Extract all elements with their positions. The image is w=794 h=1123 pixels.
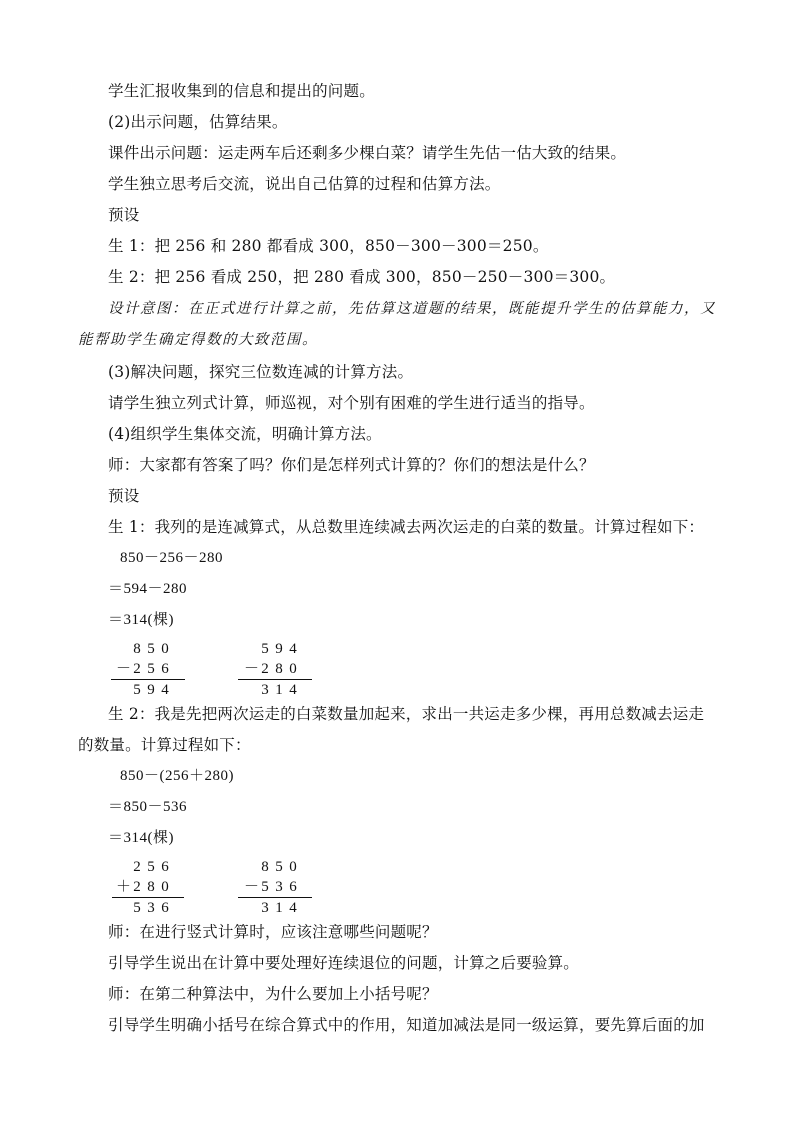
vertical-top-row [116, 859, 172, 875]
digit: 5 [133, 900, 141, 916]
operator: － [116, 661, 132, 677]
operator: － [244, 879, 260, 895]
digit: 9 [147, 682, 155, 698]
vertical-result-row [244, 682, 300, 698]
section-heading: (3)解决问题，探究三位数连减的计算方法。 [108, 363, 414, 381]
vertical-result-row [116, 682, 172, 698]
digit: 6 [289, 879, 297, 895]
digit: 5 [147, 661, 155, 677]
digit: 6 [161, 900, 169, 916]
digit: 9 [275, 641, 283, 657]
sum-line [238, 897, 312, 898]
digit: 4 [289, 682, 297, 698]
equation: ＝314(棵) [108, 612, 174, 628]
equation: ＝850－536 [108, 799, 188, 815]
digit: 3 [275, 879, 283, 895]
paragraph: 生 1：把 256 和 280 都看成 300，850－300－300＝250。 [108, 237, 549, 255]
digit: 8 [261, 859, 269, 875]
digit: 3 [261, 900, 269, 916]
digit: 5 [147, 641, 155, 657]
digit: 4 [289, 641, 297, 657]
equation: 850－(256＋280) [120, 768, 234, 784]
vertical-top-row [244, 859, 300, 875]
paragraph: 课件出示问题：运走两车后还剩多少棵白菜？请学生先估一估大致的结果。 [108, 144, 627, 162]
digit: 0 [161, 641, 169, 657]
vertical-top-row [244, 641, 300, 657]
digit: 5 [275, 859, 283, 875]
equation: 850－256－280 [120, 550, 224, 566]
paragraph: 学生汇报收集到的信息和提出的问题。 [108, 82, 375, 100]
digit: 5 [261, 641, 269, 657]
operator: ＋ [116, 879, 132, 895]
vertical-operand-row [116, 879, 172, 895]
label-preset: 预设 [108, 487, 140, 505]
digit: 4 [289, 900, 297, 916]
digit: 2 [133, 879, 141, 895]
digit: 2 [133, 859, 141, 875]
digit: 2 [133, 661, 141, 677]
vertical-result-row [116, 900, 172, 916]
digit: 1 [275, 682, 283, 698]
paragraph: 学生独立思考后交流，说出自己估算的过程和估算方法。 [108, 175, 501, 193]
digit: 0 [161, 879, 169, 895]
paragraph: 的数量。计算过程如下： [78, 736, 251, 754]
paragraph: 生 2：我是先把两次运走的白菜数量加起来，求出一共运走多少棵，再用总数减去运走 [108, 705, 705, 723]
paragraph: 师：在第二种算法中，为什么要加上小括号呢？ [108, 985, 438, 1003]
digit: 2 [261, 661, 269, 677]
paragraph: 师：大家都有答案了吗？你们是怎样列式计算的？你们的想法是什么？ [108, 456, 595, 474]
section-heading: (4)组织学生集体交流，明确计算方法。 [108, 425, 382, 443]
paragraph: 师：在进行竖式计算时，应该注意哪些问题呢？ [108, 923, 438, 941]
sum-line [111, 679, 185, 680]
vertical-top-row [116, 641, 172, 657]
paragraph: 生 1：我列的是连减算式，从总数里连续减去两次运走的白菜的数量。计算过程如下： [108, 518, 705, 536]
equation: ＝594－280 [108, 581, 188, 597]
digit: 3 [261, 682, 269, 698]
label-preset: 预设 [108, 206, 140, 224]
sum-line [238, 679, 312, 680]
digit: 0 [289, 859, 297, 875]
digit: 8 [133, 641, 141, 657]
equation: ＝314(棵) [108, 830, 174, 846]
digit: 8 [147, 879, 155, 895]
vertical-result-row [244, 900, 300, 916]
vertical-operand-row [244, 661, 300, 677]
digit: 1 [275, 900, 283, 916]
digit: 3 [147, 900, 155, 916]
design-intent-note: 设计意图：在正式进行计算之前，先估算这道题的结果，既能提升学生的估算能力，又 [108, 301, 716, 317]
digit: 6 [161, 859, 169, 875]
operator: － [244, 661, 260, 677]
digit: 0 [289, 661, 297, 677]
section-heading: (2)出示问题，估算结果。 [108, 113, 288, 131]
design-intent-note: 能帮助学生确定得数的大致范围。 [78, 332, 318, 348]
paragraph: 生 2：把 256 看成 250，把 280 看成 300，850－250－300＝300。 [108, 268, 616, 286]
sum-line [112, 897, 184, 898]
digit: 5 [133, 682, 141, 698]
paragraph: 请学生独立列式计算，师巡视，对个别有困难的学生进行适当的指导。 [108, 394, 595, 412]
digit: 6 [161, 661, 169, 677]
digit: 4 [161, 682, 169, 698]
paragraph: 引导学生说出在计算中要处理好连续退位的问题，计算之后要验算。 [108, 954, 580, 972]
vertical-operand-row [244, 879, 300, 895]
digit: 5 [147, 859, 155, 875]
digit: 5 [261, 879, 269, 895]
vertical-operand-row [116, 661, 172, 677]
paragraph: 引导学生明确小括号在综合算式中的作用，知道加减法是同一级运算，要先算后面的加 [108, 1016, 705, 1034]
digit: 8 [275, 661, 283, 677]
